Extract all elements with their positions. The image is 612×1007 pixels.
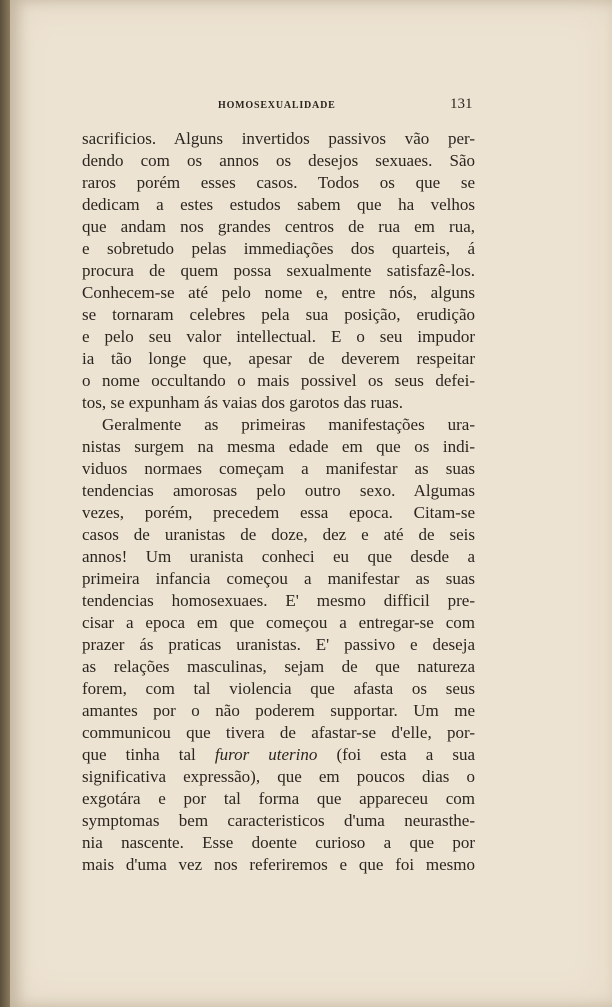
text-line: e sobretudo pelas immediações dos quarteis, á [82,239,475,258]
text-line: sacrificios. Alguns invertidos passivos vão per- [82,129,475,148]
text-line: symptomas bem caracteristicos d'uma neurasthe- [82,811,475,830]
text-line: primeira infancia começou a manifestar as suas [82,569,475,588]
text-line: significativa expressão), que em poucos dias o [82,767,475,786]
text-line: forem, com tal violencia que afasta os seus [82,679,475,698]
text-line: dendo com os annos os desejos sexuaes. São [82,151,475,170]
text-line: que andam nos grandes centros de rua em rua, [82,217,475,236]
text-line: tendencias homosexuaes. E' mesmo difficil pre- [82,591,475,610]
text-line: casos de uranistas de doze, dez e até de seis [82,525,475,544]
text-line: dedicam a estes estudos sabem que ha velhos [82,195,475,214]
text-line: communicou que tivera de afastar-se d'elle, por- [82,723,475,742]
text-line: mais d'uma vez nos referiremos e que foi mesmo [82,855,475,874]
text-line: raros porém esses casos. Todos os que se [82,173,475,192]
page-header [0,96,612,116]
text-line: exgotára e por tal forma que appareceu com [82,789,475,808]
text-line: nistas surgem na mesma edade em que os indi- [82,437,475,456]
text-line: vezes, porém, precedem essa epoca. Citam-se [82,503,475,522]
text-line: e pelo seu valor intellectual. E o seu impudor [82,327,475,346]
text-line: viduos normaes começam a manifestar as suas [82,459,475,478]
text-line: prazer ás praticas uranistas. E' passivo e deseja [82,635,475,654]
text-line: as relações masculinas, sejam de que natureza [82,657,475,676]
text-line: ia tão longe que, apesar de deverem respeitar [82,349,475,368]
text-line: cisar a epoca em que começou a entregar-se com [82,613,475,632]
book-gutter [0,0,10,1007]
text-line: tos, se expunham ás vaias dos garotos das ruas. [82,393,404,412]
line-segment: que tinha tal [82,745,215,764]
body-text [82,128,475,876]
page-number: 131 [450,96,473,112]
text-line: annos! Um uranista conheci eu que desde a [82,547,475,566]
running-head: HOMOSEXUALIDADE [218,100,336,111]
text-line: Conhecem-se até pelo nome e, entre nós, alguns [82,283,475,302]
text-line: nia nascente. Esse doente curioso a que por [82,833,475,852]
paragraph-start-line: Geralmente as primeiras manifestações ura- [102,415,475,434]
text-line: procura de quem possa sexualmente satisfazê-los. [82,261,475,280]
italic-phrase: furor uterino [214,745,318,764]
text-line: amantes por o não poderem supportar. Um me [82,701,475,720]
line-segment: (foi esta a sua [317,745,476,764]
text-line: o nome occultando o mais possivel os seus defei- [82,371,475,390]
text-line: se tornaram celebres pela sua posição, erudição [82,305,475,324]
text-line: tendencias amorosas pelo outro sexo. Algumas [82,481,475,500]
text-line-with-italic [82,744,475,766]
